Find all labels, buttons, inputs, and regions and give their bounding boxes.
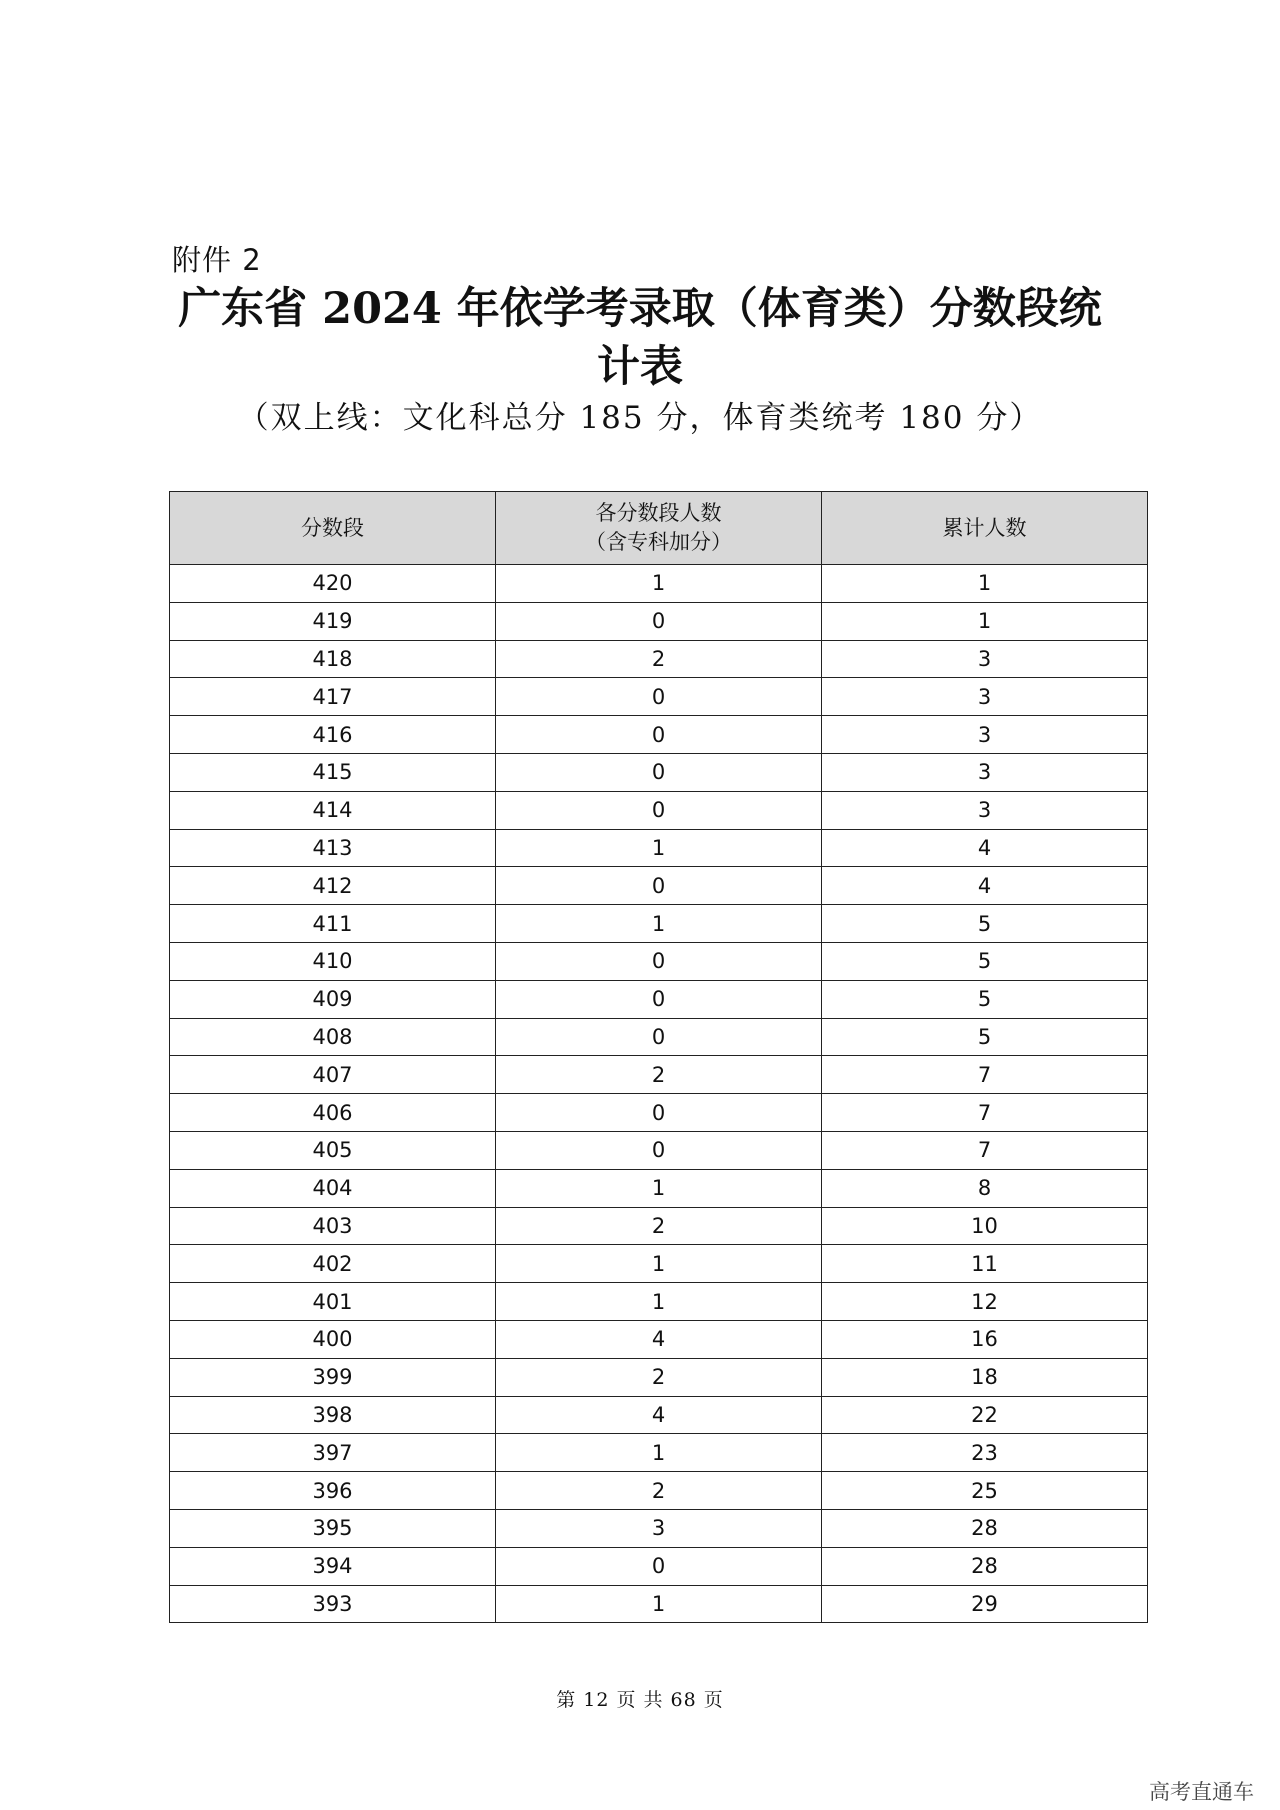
document-subtitle: （双上线：文化科总分 185 分，体育类统考 180 分）	[237, 400, 1043, 436]
cell-score: 414	[170, 791, 496, 829]
cell-count: 1	[496, 1245, 822, 1283]
cell-count: 0	[496, 678, 822, 716]
cell-cumulative: 4	[822, 867, 1148, 905]
table-row	[170, 942, 1148, 980]
table-row	[170, 1320, 1148, 1358]
cell-cumulative: 11	[822, 1245, 1148, 1283]
table-row	[170, 1169, 1148, 1207]
cell-cumulative: 28	[822, 1509, 1148, 1547]
header-count-line-1: 各分数段人数	[595, 501, 722, 525]
table-row	[170, 1585, 1148, 1623]
cell-cumulative: 22	[822, 1396, 1148, 1434]
table-row	[170, 753, 1148, 791]
table-row	[170, 980, 1148, 1018]
cell-count: 1	[496, 1434, 822, 1472]
cell-score: 419	[170, 602, 496, 640]
cell-cumulative: 5	[822, 1018, 1148, 1056]
table-row	[170, 678, 1148, 716]
cell-cumulative: 4	[822, 829, 1148, 867]
header-cumulative-count: 累计人数	[822, 492, 1148, 565]
cell-count: 0	[496, 791, 822, 829]
header-count-per-range	[496, 492, 822, 565]
cell-score: 412	[170, 867, 496, 905]
cell-count: 4	[496, 1396, 822, 1434]
cell-score: 403	[170, 1207, 496, 1245]
cell-count: 1	[496, 905, 822, 943]
cell-score: 396	[170, 1472, 496, 1510]
document-title	[160, 280, 1120, 396]
cell-count: 0	[496, 602, 822, 640]
cell-count: 0	[496, 753, 822, 791]
attachment-label: 附件 2	[172, 243, 262, 277]
cell-score: 399	[170, 1358, 496, 1396]
cell-cumulative: 5	[822, 980, 1148, 1018]
table-row	[170, 1547, 1148, 1585]
cell-count: 2	[496, 1358, 822, 1396]
title-line-2: 计表	[597, 342, 683, 392]
table-row	[170, 791, 1148, 829]
cell-cumulative: 5	[822, 905, 1148, 943]
cell-count: 0	[496, 1131, 822, 1169]
score-distribution-table	[169, 491, 1148, 1623]
table-row	[170, 829, 1148, 867]
cell-cumulative: 12	[822, 1283, 1148, 1321]
cell-count: 0	[496, 1094, 822, 1132]
cell-count: 0	[496, 942, 822, 980]
cell-count: 0	[496, 867, 822, 905]
table-row	[170, 1396, 1148, 1434]
table-row	[170, 1207, 1148, 1245]
table-row	[170, 1434, 1148, 1472]
cell-score: 407	[170, 1056, 496, 1094]
table-header-row	[170, 492, 1148, 565]
cell-score: 410	[170, 942, 496, 980]
cell-score: 401	[170, 1283, 496, 1321]
cell-cumulative: 1	[822, 602, 1148, 640]
cell-score: 420	[170, 565, 496, 603]
cell-count: 2	[496, 1056, 822, 1094]
cell-count: 0	[496, 980, 822, 1018]
cell-cumulative: 3	[822, 640, 1148, 678]
cell-score: 411	[170, 905, 496, 943]
table-row	[170, 602, 1148, 640]
table-row	[170, 1283, 1148, 1321]
cell-cumulative: 28	[822, 1547, 1148, 1585]
table-row	[170, 1018, 1148, 1056]
cell-count: 0	[496, 716, 822, 754]
cell-cumulative: 3	[822, 678, 1148, 716]
header-score-range: 分数段	[170, 492, 496, 565]
cell-cumulative: 25	[822, 1472, 1148, 1510]
table-row	[170, 867, 1148, 905]
cell-score: 417	[170, 678, 496, 716]
cell-cumulative: 7	[822, 1094, 1148, 1132]
cell-count: 2	[496, 1472, 822, 1510]
cell-score: 397	[170, 1434, 496, 1472]
cell-score: 394	[170, 1547, 496, 1585]
table-row	[170, 1094, 1148, 1132]
cell-score: 406	[170, 1094, 496, 1132]
table-row	[170, 565, 1148, 603]
cell-cumulative: 5	[822, 942, 1148, 980]
cell-cumulative: 8	[822, 1169, 1148, 1207]
table-row	[170, 1131, 1148, 1169]
table-body	[170, 565, 1148, 1623]
cell-cumulative: 3	[822, 791, 1148, 829]
cell-score: 395	[170, 1509, 496, 1547]
cell-count: 1	[496, 1283, 822, 1321]
table-row	[170, 1358, 1148, 1396]
cell-score: 393	[170, 1585, 496, 1623]
header-count-line-2: （含专科加分）	[585, 530, 732, 554]
cell-cumulative: 16	[822, 1320, 1148, 1358]
table-row	[170, 640, 1148, 678]
cell-cumulative: 3	[822, 753, 1148, 791]
cell-count: 4	[496, 1320, 822, 1358]
cell-cumulative: 1	[822, 565, 1148, 603]
table-row	[170, 716, 1148, 754]
cell-cumulative: 3	[822, 716, 1148, 754]
cell-cumulative: 29	[822, 1585, 1148, 1623]
cell-score: 413	[170, 829, 496, 867]
cell-cumulative: 7	[822, 1056, 1148, 1094]
table-row	[170, 1245, 1148, 1283]
cell-score: 408	[170, 1018, 496, 1056]
cell-cumulative: 18	[822, 1358, 1148, 1396]
cell-score: 405	[170, 1131, 496, 1169]
cell-score: 400	[170, 1320, 496, 1358]
watermark: 高考直通车	[1149, 1780, 1254, 1804]
cell-score: 398	[170, 1396, 496, 1434]
cell-cumulative: 7	[822, 1131, 1148, 1169]
cell-score: 402	[170, 1245, 496, 1283]
cell-score: 404	[170, 1169, 496, 1207]
cell-count: 1	[496, 1585, 822, 1623]
title-line-1: 广东省 2024 年依学考录取（体育类）分数段统	[178, 284, 1102, 334]
page-number: 第 12 页 共 68 页	[556, 1689, 724, 1711]
cell-score: 409	[170, 980, 496, 1018]
cell-score: 418	[170, 640, 496, 678]
table-row	[170, 1509, 1148, 1547]
cell-count: 1	[496, 1169, 822, 1207]
cell-count: 3	[496, 1509, 822, 1547]
table-row	[170, 1472, 1148, 1510]
cell-count: 0	[496, 1018, 822, 1056]
cell-count: 1	[496, 829, 822, 867]
cell-cumulative: 23	[822, 1434, 1148, 1472]
cell-count: 0	[496, 1547, 822, 1585]
cell-score: 415	[170, 753, 496, 791]
cell-count: 2	[496, 640, 822, 678]
table-row	[170, 1056, 1148, 1094]
cell-score: 416	[170, 716, 496, 754]
table-row	[170, 905, 1148, 943]
cell-count: 1	[496, 565, 822, 603]
cell-cumulative: 10	[822, 1207, 1148, 1245]
cell-count: 2	[496, 1207, 822, 1245]
